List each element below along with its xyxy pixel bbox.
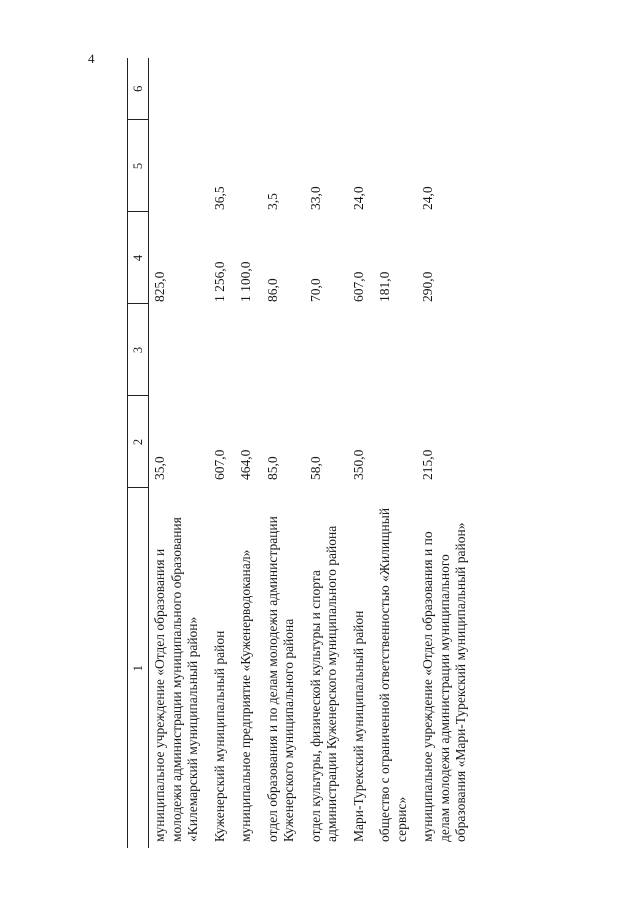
table-row — [417, 58, 477, 848]
cell-col-6 — [417, 58, 477, 120]
cell-col-2: 85,0 — [264, 456, 280, 480]
cell-col-6 — [235, 58, 262, 120]
cell-col-2 — [374, 396, 417, 488]
cell-col-3 — [149, 304, 209, 396]
cell-col-2: 350,0 — [350, 449, 366, 480]
cell-col-2: 464,0 — [238, 449, 253, 480]
table-row — [262, 58, 305, 848]
row-name: муниципальное учреждение «Отдел образования и по делам молодежи администрации муниципального образования «Мари-Турекский муниципальный район» — [420, 522, 468, 842]
cell-col-6 — [305, 58, 348, 120]
row-name: общество с ограниченной ответственностью «Жилищный сервис» — [377, 507, 409, 842]
cell-col-2: 58,0 — [307, 456, 323, 480]
row-name: муниципальное предприятие «Куженерводоканал» — [238, 549, 253, 842]
header-col-2: 2 — [128, 396, 149, 488]
cell-col-4: 181,0 — [377, 271, 392, 302]
cell-col-5 — [374, 120, 417, 212]
page-number: 4 — [88, 51, 95, 66]
cell-col-4: 290,0 — [420, 271, 435, 302]
cell-col-6 — [149, 58, 209, 120]
rotated-table-wrapper — [127, 58, 520, 848]
cell-col-4: 86,0 — [264, 278, 280, 302]
cell-col-3 — [348, 304, 375, 396]
cell-col-4: 70,0 — [307, 278, 323, 302]
table-row — [374, 58, 417, 848]
row-name: Куженерский муниципальный район — [211, 630, 227, 842]
cell-col-6 — [209, 58, 236, 120]
row-name: муниципальное учреждение «Отдел образования и молодежи администрации муниципального образования «Килемарский муниципальный район» — [152, 517, 200, 842]
table-row — [305, 58, 348, 848]
cell-col-3 — [305, 304, 348, 396]
header-col-4: 4 — [128, 212, 149, 304]
cell-col-3 — [417, 304, 477, 396]
header-col-5: 5 — [128, 120, 149, 212]
row-name: отдел образования и по делам молодежи администрации Куженерского муниципального района — [264, 516, 296, 842]
table-row — [209, 58, 236, 848]
budget-table — [127, 58, 477, 848]
table-body — [149, 58, 477, 848]
header-col-1: 1 — [128, 488, 149, 848]
cell-col-6 — [348, 58, 375, 120]
cell-col-5: 33,0 — [307, 186, 323, 210]
table-row — [235, 58, 262, 848]
cell-col-3 — [262, 304, 305, 396]
header-row — [128, 58, 149, 848]
cell-col-5: 3,5 — [264, 193, 280, 210]
header-col-3: 3 — [128, 304, 149, 396]
cell-col-3 — [374, 304, 417, 396]
table-row — [348, 58, 375, 848]
cell-col-5 — [235, 120, 262, 212]
cell-col-6 — [262, 58, 305, 120]
cell-col-3 — [209, 304, 236, 396]
cell-col-5: 24,0 — [350, 186, 366, 210]
cell-col-6 — [374, 58, 417, 120]
cell-col-2: 607,0 — [211, 449, 227, 480]
cell-col-5: 36,5 — [211, 186, 227, 210]
row-name: Мари-Турекский муниципальный район — [350, 610, 366, 842]
cell-col-4: 607,0 — [350, 271, 366, 302]
cell-col-2: 215,0 — [420, 449, 435, 480]
cell-col-3 — [235, 304, 262, 396]
header-col-6: 6 — [128, 58, 149, 120]
cell-col-5 — [149, 120, 209, 212]
cell-col-4: 1 100,0 — [238, 261, 253, 302]
cell-col-4: 1 256,0 — [211, 261, 227, 302]
cell-col-5: 24,0 — [420, 186, 435, 210]
table-header — [128, 58, 149, 848]
cell-col-4: 825,0 — [152, 271, 167, 302]
table-row — [149, 58, 209, 848]
cell-col-2: 35,0 — [152, 456, 167, 480]
row-name: отдел культуры, физической культуры и спорта администрации Куженерского муниципального района — [307, 525, 339, 842]
